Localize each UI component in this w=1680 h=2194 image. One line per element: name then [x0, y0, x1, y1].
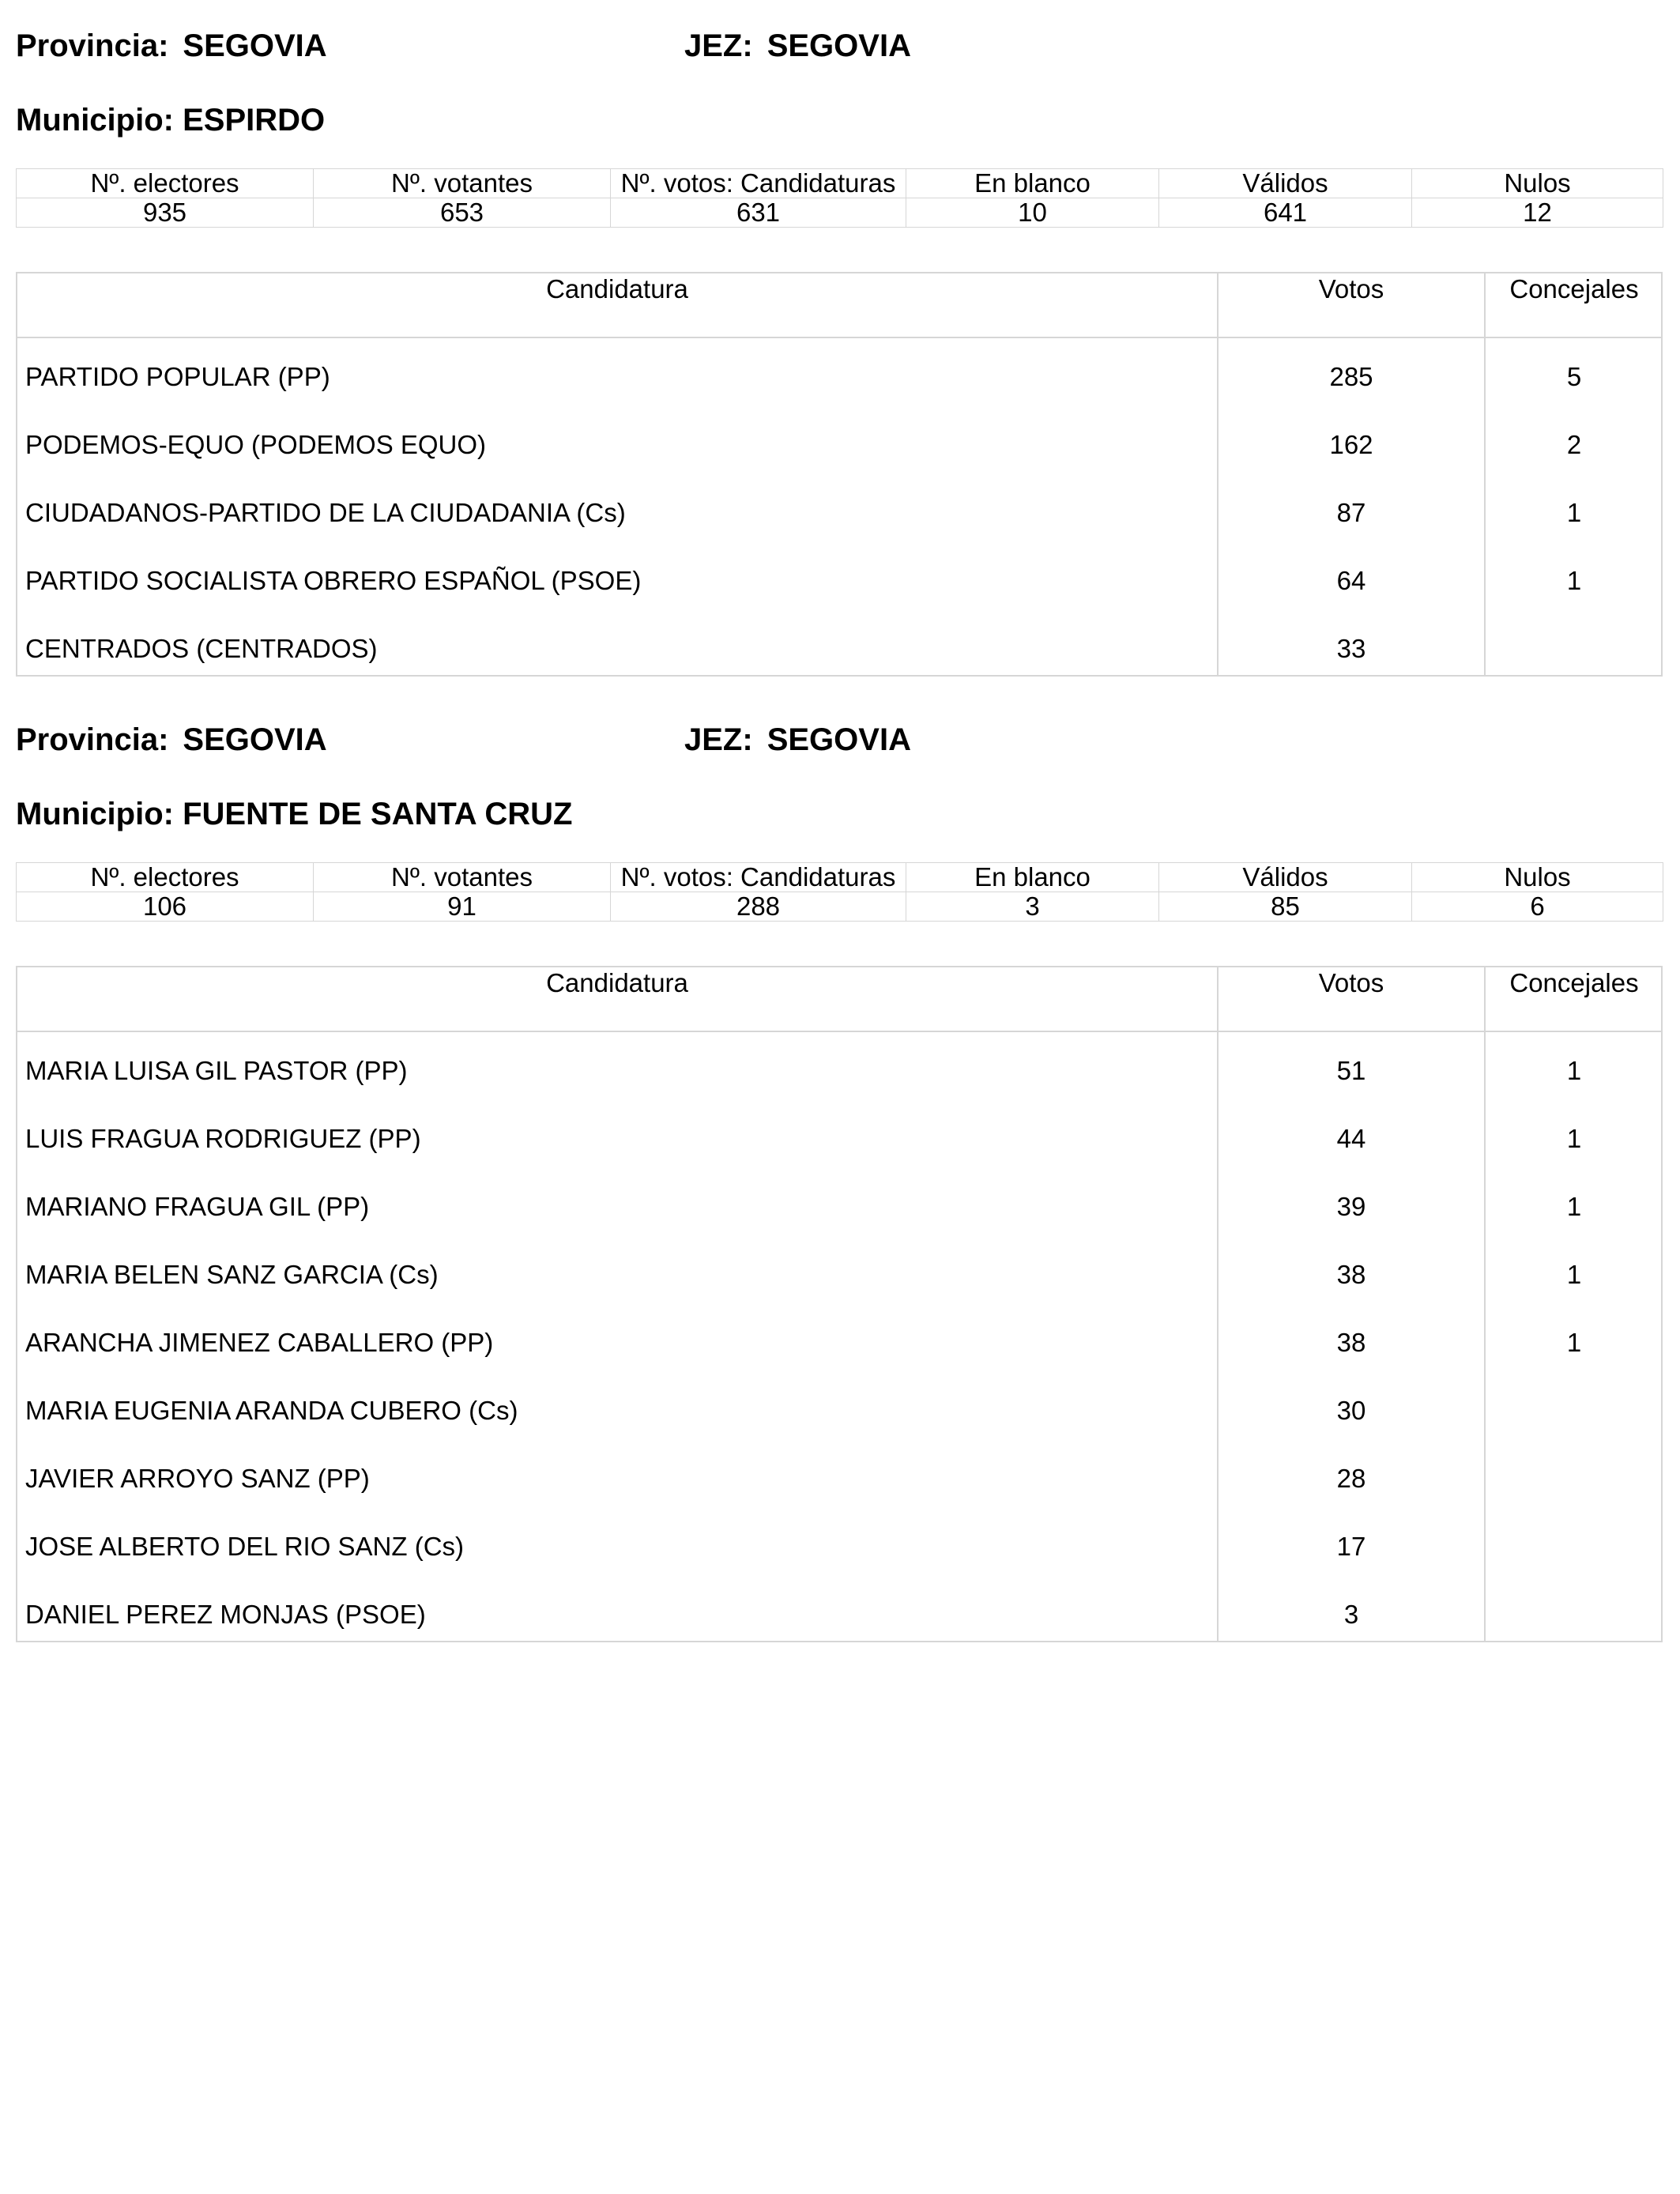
candidate-votes: 33: [1336, 634, 1366, 663]
jez-label: JEZ:: [684, 722, 753, 757]
candidate-name: MARIANO FRAGUA GIL (PP): [25, 1192, 370, 1221]
results-table: [16, 966, 1663, 1642]
result-row: [17, 1173, 1661, 1241]
municipio-value: FUENTE DE SANTA CRUZ: [183, 797, 573, 831]
candidate-votes: 64: [1336, 566, 1366, 595]
provincia-heading: [16, 28, 327, 63]
stats-value-electores: 106: [17, 892, 314, 922]
stats-header-electores: Nº. electores: [17, 169, 314, 198]
candidate-votes: 3: [1343, 1600, 1359, 1629]
candidate-name: PARTIDO POPULAR (PP): [25, 362, 330, 391]
candidate-votes: 285: [1329, 362, 1373, 391]
stats-value-validos: 641: [1159, 198, 1412, 228]
result-row: [17, 1037, 1661, 1105]
provincia-value: SEGOVIA: [183, 28, 327, 63]
stats-value-votos-candidaturas: 631: [611, 198, 906, 228]
jez-heading: [684, 722, 911, 757]
municipio-heading: [16, 797, 572, 831]
header-votos: Votos: [1318, 274, 1384, 303]
jez-value: SEGOVIA: [767, 28, 911, 63]
candidate-votes: 87: [1336, 498, 1366, 527]
candidate-seats: 1: [1566, 1192, 1582, 1221]
candidate-votes: 51: [1336, 1056, 1366, 1085]
header-candidatura: Candidatura: [546, 274, 688, 303]
municipio-value: ESPIRDO: [183, 103, 326, 138]
candidate-votes: 38: [1336, 1328, 1366, 1357]
stats-header-votantes: Nº. votantes: [314, 169, 611, 198]
candidate-votes: 30: [1336, 1396, 1366, 1425]
candidate-name: PODEMOS-EQUO (PODEMOS EQUO): [25, 430, 487, 459]
stats-value-votos-candidaturas: 288: [611, 892, 906, 922]
stats-value-validos: 85: [1159, 892, 1412, 922]
result-row: [17, 343, 1661, 411]
candidate-name: DANIEL PEREZ MONJAS (PSOE): [25, 1600, 426, 1629]
candidate-seats: 1: [1566, 566, 1582, 595]
stats-header-en-blanco: En blanco: [906, 169, 1159, 198]
provincia-value: SEGOVIA: [183, 722, 327, 757]
candidate-seats: 1: [1566, 1260, 1582, 1289]
candidate-name: MARIA BELEN SANZ GARCIA (Cs): [25, 1260, 439, 1289]
provincia-label: Provincia:: [16, 722, 169, 757]
candidate-votes: 39: [1336, 1192, 1366, 1221]
stats-header-validos: Válidos: [1159, 863, 1412, 892]
result-row: [17, 615, 1661, 683]
stats-header-votos-candidaturas: Nº. votos: Candidaturas: [611, 169, 906, 198]
stats-value-votantes: 91: [314, 892, 611, 922]
stats-value-row: [17, 198, 1663, 228]
municipio-label: Municipio:: [16, 797, 174, 831]
jez-label: JEZ:: [684, 28, 753, 63]
summary-stats-table: [16, 862, 1663, 922]
candidate-name: JAVIER ARROYO SANZ (PP): [25, 1464, 370, 1493]
stats-value-row: [17, 892, 1663, 922]
header-candidatura: Candidatura: [546, 968, 688, 997]
candidate-votes: 162: [1329, 430, 1373, 459]
stats-value-electores: 935: [17, 198, 314, 228]
result-row: [17, 479, 1661, 547]
stats-header-en-blanco: En blanco: [906, 863, 1159, 892]
result-row: [17, 1105, 1661, 1173]
candidate-seats: 1: [1566, 1328, 1582, 1357]
results-table: [16, 272, 1663, 677]
result-row: [17, 1445, 1661, 1513]
result-row: [17, 1309, 1661, 1377]
result-row: [17, 1377, 1661, 1445]
stats-value-nulos: 6: [1412, 892, 1663, 922]
stats-header-nulos: Nulos: [1412, 169, 1663, 198]
candidate-name: JOSE ALBERTO DEL RIO SANZ (Cs): [25, 1532, 465, 1561]
jez-value: SEGOVIA: [767, 722, 911, 757]
candidate-name: MARIA LUISA GIL PASTOR (PP): [25, 1056, 408, 1085]
candidate-name: CIUDADANOS-PARTIDO DE LA CIUDADANIA (Cs): [25, 498, 626, 527]
result-row: [17, 1241, 1661, 1309]
stats-header-row: [17, 169, 1663, 198]
candidate-name: ARANCHA JIMENEZ CABALLERO (PP): [25, 1328, 494, 1357]
stats-header-votos-candidaturas: Nº. votos: Candidaturas: [611, 863, 906, 892]
candidate-votes: 28: [1336, 1464, 1366, 1493]
result-row: [17, 411, 1661, 479]
stats-value-en-blanco: 10: [906, 198, 1159, 228]
candidate-seats: 1: [1566, 1124, 1582, 1153]
stats-value-nulos: 12: [1412, 198, 1663, 228]
candidate-name: LUIS FRAGUA RODRIGUEZ (PP): [25, 1124, 421, 1153]
municipio-heading: [16, 103, 325, 138]
result-row: [17, 547, 1661, 615]
candidate-votes: 38: [1336, 1260, 1366, 1289]
summary-stats-table: [16, 168, 1663, 228]
header-votos: Votos: [1318, 968, 1384, 997]
provincia-label: Provincia:: [16, 28, 169, 63]
candidate-seats: 1: [1566, 1056, 1582, 1085]
candidate-seats: 1: [1566, 498, 1582, 527]
candidate-seats: 2: [1566, 430, 1582, 459]
candidate-name: CENTRADOS (CENTRADOS): [25, 634, 378, 663]
stats-header-electores: Nº. electores: [17, 863, 314, 892]
stats-header-votantes: Nº. votantes: [314, 863, 611, 892]
candidate-votes: 17: [1336, 1532, 1366, 1561]
candidate-votes: 44: [1336, 1124, 1366, 1153]
stats-header-row: [17, 863, 1663, 892]
stats-header-nulos: Nulos: [1412, 863, 1663, 892]
header-concejales: Concejales: [1509, 968, 1639, 997]
stats-value-votantes: 653: [314, 198, 611, 228]
municipio-label: Municipio:: [16, 103, 174, 138]
candidate-name: MARIA EUGENIA ARANDA CUBERO (Cs): [25, 1396, 518, 1425]
provincia-heading: [16, 722, 327, 757]
stats-header-validos: Válidos: [1159, 169, 1412, 198]
stats-value-en-blanco: 3: [906, 892, 1159, 922]
candidate-name: PARTIDO SOCIALISTA OBRERO ESPAÑOL (PSOE): [25, 566, 642, 595]
candidate-seats: 5: [1566, 362, 1582, 391]
result-row: [17, 1513, 1661, 1581]
result-row: [17, 1581, 1661, 1649]
header-concejales: Concejales: [1509, 274, 1639, 303]
jez-heading: [684, 28, 911, 63]
